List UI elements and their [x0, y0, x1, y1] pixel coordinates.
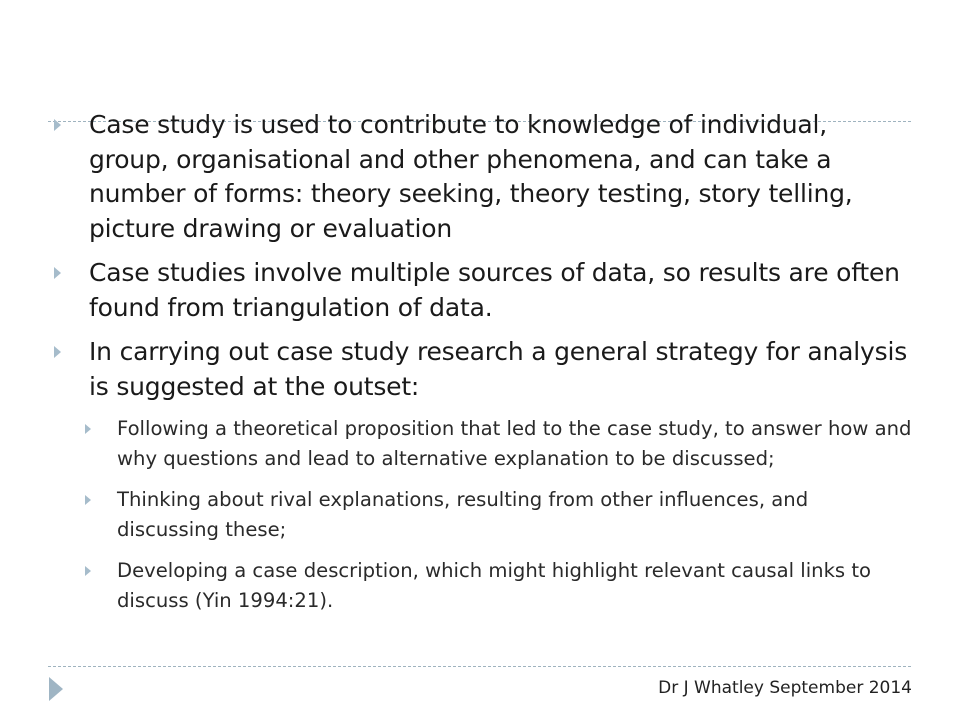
triangle-bullet-icon [54, 256, 89, 291]
triangle-bullet-icon [85, 414, 117, 444]
bottom-divider [48, 666, 911, 667]
sub-bullet-text: Thinking about rival explanations, resulting from other influences, and discussing these; [117, 488, 809, 541]
triangle-bullet-icon [85, 556, 117, 586]
bullet-text: Case study is used to contribute to knowledge of individual, group, organisational and other phenomena, and can take a number of forms: theory seeking, theory testing, story telling, picture drawing or evaluation [89, 110, 853, 243]
sub-bullet-text: Developing a case description, which might highlight relevant causal links to discuss (Yin 1994:21). [117, 559, 872, 612]
footer-triangle-icon [49, 677, 63, 701]
bullet-item [54, 108, 914, 246]
footer-author-date: Dr J Whatley September 2014 [658, 678, 912, 698]
triangle-bullet-icon [54, 335, 89, 370]
sub-bullet-text: Following a theoretical proposition that led to the case study, to answer how and why questions and lead to alternative explanation to be discussed; [117, 417, 912, 470]
triangle-bullet-icon [85, 485, 117, 515]
bullet-text: Case studies involve multiple sources of data, so results are often found from triangulation of data. [89, 258, 900, 322]
sub-bullet-item [85, 485, 914, 545]
sub-bullet-item [85, 414, 914, 474]
bullet-item [54, 256, 914, 325]
bullet-text: In carrying out case study research a general strategy for analysis is suggested at the outset: [89, 337, 908, 401]
bullet-item [54, 335, 914, 404]
triangle-bullet-icon [54, 108, 89, 143]
slide-body [54, 108, 914, 627]
sub-bullet-item [85, 556, 914, 616]
